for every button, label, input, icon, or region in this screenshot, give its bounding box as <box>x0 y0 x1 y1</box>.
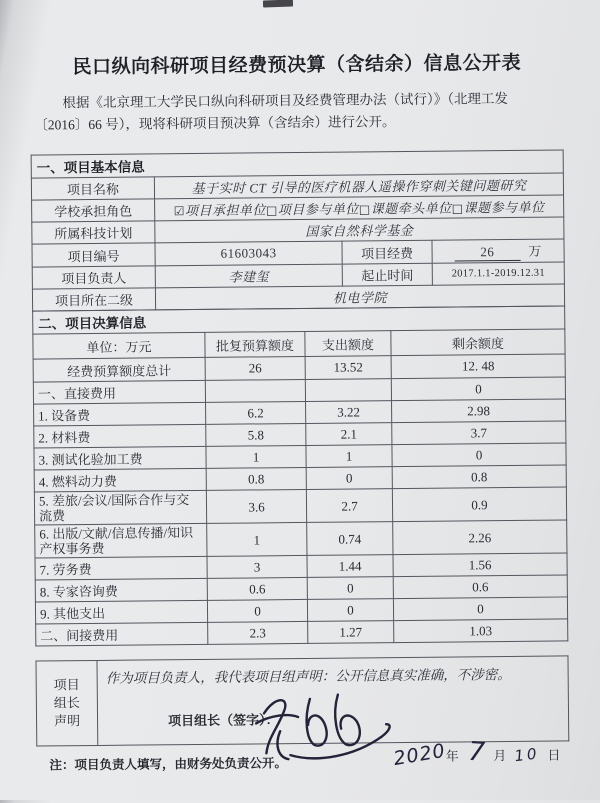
plan-label: 所属科技计划 <box>32 221 155 244</box>
budget-remaining: 0 <box>391 377 565 401</box>
budget-remaining: 0.6 <box>393 575 567 599</box>
budget-spent: 0.74 <box>307 522 393 556</box>
funding-label: 项目经费 <box>342 240 432 264</box>
funding-value <box>432 239 564 263</box>
section-basic-info-title: 一、项目基本信息 <box>31 150 563 178</box>
leader-label: 项目负责人 <box>32 266 155 289</box>
budget-spent: 2.7 <box>306 489 392 523</box>
budget-approved: 3.6 <box>206 489 306 523</box>
budget-remaining: 0.9 <box>392 487 566 522</box>
budget-remaining: 1.03 <box>394 619 568 643</box>
role-label: 学校承担角色 <box>32 199 155 222</box>
date-year-hand: 2020 <box>391 739 448 771</box>
budget-remaining: 2.98 <box>392 399 566 423</box>
budget-row-label: 9. 其他支出 <box>35 600 207 624</box>
intro-line-1: 根据《北京理工大学民口纵向科研项目及经费管理办法（试行）》（北理工发 <box>62 90 509 111</box>
budget-spent: 1 <box>306 445 392 468</box>
table-row <box>36 619 568 646</box>
role-option-label: 项目承担单位 <box>184 202 267 219</box>
role-option-label: 项目参与单位 <box>277 201 359 218</box>
date-year-unit: 年 <box>445 748 459 764</box>
date-day-hand: 10 <box>513 744 541 766</box>
budget-approved: 0.6 <box>207 577 307 600</box>
budget-approved: 26 <box>205 356 305 380</box>
table-row <box>36 656 569 746</box>
budget-row-label: 7. 劳务费 <box>35 556 207 580</box>
declaration-label-line: 声明 <box>53 713 81 729</box>
budget-table <box>32 305 568 646</box>
unit-label: 单位：万元 <box>33 332 205 359</box>
budget-approved: 0 <box>207 599 307 622</box>
handwritten-date <box>393 737 560 769</box>
declaration-statement: 作为项目负责人，我代表项目组声明：公开信息真实准确，不涉密。 <box>105 666 511 686</box>
funding-amount: 26 <box>454 244 520 262</box>
intro-paragraph <box>34 87 562 135</box>
budget-spent: 1.27 <box>308 621 394 644</box>
budget-remaining: 12. 48 <box>391 354 565 379</box>
basic-info-table <box>31 149 565 311</box>
budget-spent: 2.1 <box>306 423 392 446</box>
project-number-label: 项目编号 <box>32 243 155 267</box>
budget-row-label: 4. 燃料动力费 <box>34 468 206 492</box>
col-header-remaining: 剩余额度 <box>391 329 565 356</box>
project-name-label: 项目名称 <box>31 177 154 200</box>
declaration-label-line: 项目 <box>53 677 80 693</box>
budget-approved: 1 <box>207 522 307 556</box>
plan-value: 国家自然科学基金 <box>155 217 564 243</box>
col-header-approved: 批复预算额度 <box>205 331 305 357</box>
leader-value: 李建玺 <box>155 264 342 288</box>
sign-label: 项目组长（签字）： <box>168 712 279 729</box>
budget-approved: 0.8 <box>206 467 306 490</box>
period-label: 起止时间 <box>342 263 432 286</box>
budget-spent: 0 <box>307 577 393 600</box>
budget-approved <box>205 379 305 402</box>
budget-approved: 6.2 <box>206 401 306 424</box>
checkbox-unchecked-icon: □ <box>451 201 464 216</box>
funding-unit: 万 <box>528 243 542 259</box>
budget-row-label: 3. 测试化验加工费 <box>34 446 206 470</box>
budget-remaining: 0 <box>393 597 567 621</box>
section-budget-title: 二、项目决算信息 <box>33 306 565 334</box>
school-label: 项目所在二级 <box>32 288 155 311</box>
budget-approved: 3 <box>207 555 307 578</box>
budget-row-label: 1. 设备费 <box>34 402 206 426</box>
checkbox-unchecked-icon: □ <box>265 203 278 218</box>
budget-approved: 1 <box>206 445 306 468</box>
checkbox-checked-icon: ☑ <box>173 204 186 219</box>
intro-line-2: 〔2016〕66 号），现将科研项目预决算（含结余）进行公开。 <box>34 113 396 133</box>
budget-row-label: 一、直接费用 <box>33 380 205 404</box>
table-row <box>35 520 567 558</box>
table-row <box>34 487 566 525</box>
role-option-label: 课题参与单位 <box>463 199 545 216</box>
budget-spent: 1.44 <box>307 555 393 578</box>
budget-approved: 2.3 <box>208 621 308 644</box>
project-number-value: 61603043 <box>155 241 342 266</box>
budget-remaining: 0 <box>392 443 566 467</box>
period-value: 2017.1.1-2019.12.31 <box>432 262 564 285</box>
budget-remaining: 1.56 <box>393 553 567 577</box>
budget-remaining: 0.8 <box>392 465 566 489</box>
budget-spent: 13.52 <box>305 356 391 380</box>
budget-row-label: 8. 专家咨询费 <box>35 578 207 602</box>
budget-remaining: 2.26 <box>393 520 567 555</box>
date-month-hand: 7 <box>467 736 487 768</box>
date-day-unit: 日 <box>547 747 561 763</box>
declaration-side-label <box>36 660 98 746</box>
checkbox-unchecked-icon: □ <box>358 202 371 217</box>
page-title: 民口纵向科研项目经费预决算（含结余）信息公开表 <box>72 52 522 79</box>
budget-spent <box>305 379 391 402</box>
school-value: 机电学院 <box>155 284 564 310</box>
footer-note: 注：项目负责人填写，由财务处负责公开。 <box>49 756 288 773</box>
budget-row-label: 6. 出版/文献/信息传播/知识产权事务费 <box>35 523 207 558</box>
budget-row-label: 2. 材料费 <box>34 424 206 448</box>
project-name-value: 基于实时 CT 引导的医疗机器人遥操作穿刺关键问题研究 <box>154 173 563 199</box>
budget-row-label: 二、间接费用 <box>36 622 208 646</box>
budget-row-label: 5. 差旅/会议/国际合作与交流费 <box>34 490 206 525</box>
budget-row-label: 经费预算额度总计 <box>33 357 205 382</box>
role-option-label: 课题牵头单位 <box>370 200 452 217</box>
date-month-unit: 月 <box>493 748 507 764</box>
col-header-spent: 支出额度 <box>305 331 391 357</box>
budget-spent: 3.22 <box>306 401 392 424</box>
budget-approved: 5.8 <box>206 423 306 446</box>
budget-spent: 0 <box>306 467 392 490</box>
budget-spent: 0 <box>307 599 393 622</box>
declaration-label-line: 组长 <box>53 695 80 711</box>
budget-remaining: 3.7 <box>392 421 566 445</box>
